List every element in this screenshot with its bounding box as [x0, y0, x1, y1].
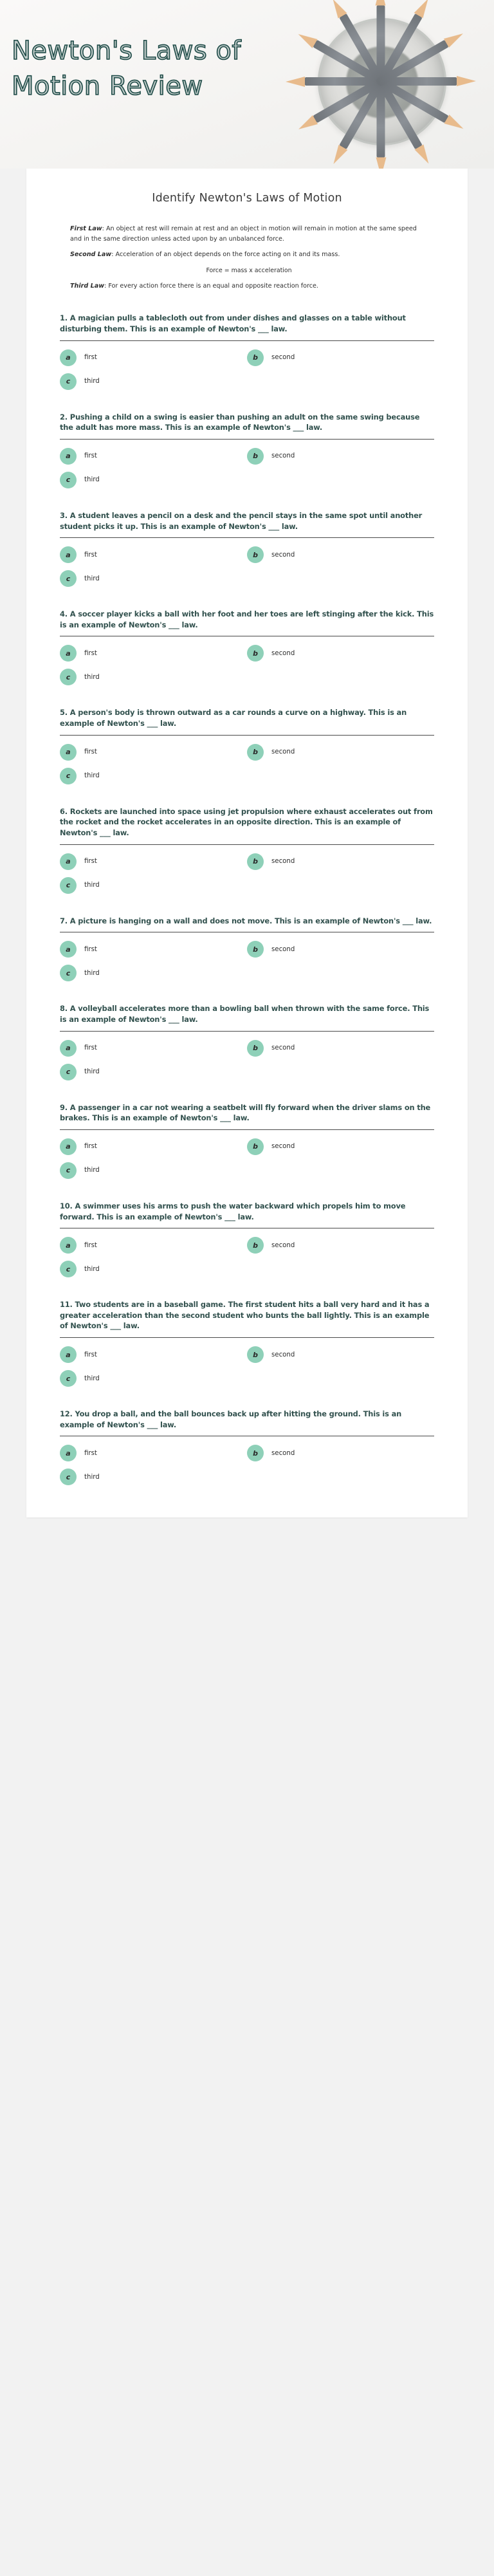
law-text-second: : Acceleration of an object depends on the force acting on it and its mass.	[111, 251, 340, 259]
option-badge-b[interactable]: b	[247, 1138, 264, 1155]
answer-option-c[interactable]	[60, 1064, 247, 1080]
option-label: second	[271, 1143, 295, 1151]
pencil-tip-icon	[306, 116, 317, 127]
option-badge-c[interactable]: c	[60, 472, 77, 488]
page-header	[0, 0, 494, 169]
pencil-tip-icon	[415, 6, 426, 17]
pencil-tip-icon	[306, 36, 317, 48]
answer-option-c[interactable]	[60, 877, 247, 894]
question-item	[60, 1409, 434, 1485]
option-badge-a[interactable]: a	[60, 1040, 77, 1057]
option-badge-a[interactable]: a	[60, 1237, 77, 1254]
answer-option-b[interactable]	[247, 1138, 434, 1155]
answer-options	[60, 744, 434, 784]
question-item	[60, 1003, 434, 1080]
pencil-tip-icon	[445, 116, 456, 127]
option-badge-b[interactable]: b	[247, 941, 264, 958]
pencil-tip-icon	[297, 77, 304, 86]
page-title-line-1: Newton's Laws of	[12, 36, 241, 66]
question-divider	[60, 1129, 434, 1130]
option-badge-b[interactable]: b	[247, 1445, 264, 1461]
law-entry-first	[70, 224, 425, 244]
answer-option-c[interactable]	[60, 1162, 247, 1179]
law-name-third: Third Law	[70, 282, 105, 290]
option-badge-a[interactable]: a	[60, 448, 77, 465]
answer-option-b[interactable]	[247, 853, 434, 870]
option-badge-b[interactable]: b	[247, 1237, 264, 1254]
question-divider	[60, 844, 434, 845]
worksheet-title: Identify Newton's Laws of Motion	[152, 192, 342, 205]
option-label: first	[84, 354, 97, 362]
option-badge-b[interactable]: b	[247, 853, 264, 870]
option-label: third	[84, 1473, 100, 1481]
option-label: third	[84, 575, 100, 582]
law-name-second: Second Law	[70, 251, 112, 259]
option-badge-a[interactable]: a	[60, 941, 77, 958]
page-title-line-2: Motion Review	[12, 71, 203, 102]
answer-options	[60, 1138, 434, 1179]
force-formula: Force = mass x acceleration	[206, 266, 292, 274]
answer-option-a[interactable]	[60, 1040, 247, 1057]
answer-option-c[interactable]	[60, 669, 247, 685]
question-item	[60, 916, 434, 982]
option-label: first	[84, 1143, 97, 1151]
option-badge-a[interactable]: a	[60, 1445, 77, 1461]
answer-options	[60, 349, 434, 390]
option-label: third	[84, 378, 100, 385]
answer-option-a[interactable]	[60, 1237, 247, 1254]
answer-option-c[interactable]	[60, 373, 247, 390]
option-badge-b[interactable]: b	[247, 744, 264, 761]
answer-option-b[interactable]	[247, 1445, 434, 1461]
option-label: first	[84, 1351, 97, 1358]
option-badge-b[interactable]: b	[247, 349, 264, 366]
pencil-tip-icon	[416, 145, 427, 156]
question-item	[60, 707, 434, 784]
answer-option-a[interactable]	[60, 448, 247, 465]
question-item	[60, 313, 434, 389]
question-text: 2. Pushing a child on a swing is easier than pushing an adult on the same swing because the adult has more mass. This is an example of Newton's ___ law.	[60, 412, 420, 432]
answer-option-b[interactable]	[247, 546, 434, 563]
question-item	[60, 1201, 434, 1277]
answer-option-b[interactable]	[247, 645, 434, 662]
option-label: second	[271, 748, 295, 756]
answer-option-a[interactable]	[60, 853, 247, 870]
question-list	[60, 313, 434, 1485]
option-badge-c[interactable]: c	[60, 669, 77, 685]
option-badge-b[interactable]: b	[247, 546, 264, 563]
option-label: first	[84, 551, 97, 559]
option-badge-a[interactable]: a	[60, 349, 77, 366]
option-badge-c[interactable]: c	[60, 373, 77, 390]
option-badge-c[interactable]: c	[60, 570, 77, 587]
question-item	[60, 609, 434, 685]
option-label: third	[84, 969, 100, 977]
option-label: first	[84, 1449, 97, 1457]
option-badge-c[interactable]: c	[60, 1064, 77, 1080]
law-name-first: First Law	[70, 225, 102, 232]
option-label: second	[271, 649, 295, 657]
answer-option-c[interactable]	[60, 472, 247, 488]
option-badge-a[interactable]: a	[60, 1138, 77, 1155]
question-item	[60, 412, 434, 488]
answer-option-a[interactable]	[60, 1445, 247, 1461]
option-label: second	[271, 551, 295, 559]
answer-options	[60, 941, 434, 981]
option-badge-a[interactable]: a	[60, 645, 77, 662]
option-badge-c[interactable]: c	[60, 768, 77, 784]
question-item	[60, 1102, 434, 1179]
option-label: second	[271, 1351, 295, 1358]
option-badge-c[interactable]: c	[60, 1261, 77, 1277]
answer-option-a[interactable]	[60, 941, 247, 958]
answer-options	[60, 1237, 434, 1277]
pencil-tip-icon	[444, 35, 455, 47]
question-item	[60, 510, 434, 587]
law-text-third: : For every action force there is an equal and opposite reaction force.	[104, 282, 318, 290]
option-label: third	[84, 1375, 100, 1382]
question-text: 1. A magician pulls a tablecloth out from under dishes and glasses on a table without disturbing them. This is an example of Newton's ___ law.	[60, 313, 406, 333]
option-badge-b[interactable]: b	[247, 1040, 264, 1057]
answer-options	[60, 1040, 434, 1080]
question-text: 6. Rockets are launched into space using jet propulsion where exhaust accelerates out from the rocket and the rocket accelerates in an opposite direction. This is an example of Newton's ___ law.	[60, 806, 433, 838]
pencil-tip-icon	[457, 77, 464, 86]
pencil-tip-icon	[335, 145, 347, 156]
question-text: 5. A person's body is thrown outward as a car rounds a curve on a highway. This is an example of Newton's ___ law.	[60, 708, 407, 728]
answer-option-b[interactable]	[247, 1040, 434, 1057]
answer-option-b[interactable]	[247, 1237, 434, 1254]
answer-options	[60, 448, 434, 488]
option-label: first	[84, 945, 97, 953]
option-badge-b[interactable]: b	[247, 645, 264, 662]
option-badge-c[interactable]: c	[60, 1370, 77, 1387]
worksheet-card-wrapper	[0, 169, 494, 1541]
answer-option-c[interactable]	[60, 570, 247, 587]
answer-option-b[interactable]	[247, 1346, 434, 1363]
question-text: 7. A picture is hanging on a wall and does not move. This is an example of Newton's ___ law.	[60, 916, 432, 925]
answer-option-a[interactable]	[60, 1346, 247, 1363]
colored-pencils-image	[284, 1, 494, 162]
question-text: 11. Two students are in a baseball game. The first student hits a ball very hard and it has a greater acceleration than the second student who bunts the ball lightly. This is an example of Newton's ___ law.	[60, 1300, 430, 1331]
answer-option-a[interactable]	[60, 645, 247, 662]
option-label: second	[271, 1449, 295, 1457]
option-label: second	[271, 452, 295, 460]
option-badge-a[interactable]: a	[60, 1346, 77, 1363]
option-label: first	[84, 748, 97, 756]
option-label: second	[271, 858, 295, 866]
question-divider	[60, 439, 434, 440]
answer-option-a[interactable]	[60, 349, 247, 366]
answer-option-a[interactable]	[60, 546, 247, 563]
answer-option-c[interactable]	[60, 1370, 247, 1387]
option-label: third	[84, 1265, 100, 1273]
option-badge-a[interactable]: a	[60, 853, 77, 870]
law-entry-second	[70, 250, 425, 260]
option-label: first	[84, 452, 97, 460]
question-text: 9. A passenger in a car not wearing a seatbelt will fly forward when the driver slams on the brakes. This is an example of Newton's ___ law.	[60, 1102, 431, 1123]
question-divider	[60, 1031, 434, 1032]
law-text-first: : An object at rest will remain at rest and an object in motion will remain in motion at the same speed and in the same direction unless acted upon by an unbalanced force.	[70, 225, 417, 243]
answer-option-a[interactable]	[60, 1138, 247, 1155]
answer-options	[60, 1445, 434, 1485]
answer-option-c[interactable]	[60, 768, 247, 784]
option-label: third	[84, 772, 100, 780]
option-label: second	[271, 1044, 295, 1052]
option-label: first	[84, 858, 97, 866]
option-badge-c[interactable]: c	[60, 1162, 77, 1179]
question-text: 12. You drop a ball, and the ball bounces back up after hitting the ground. This is an example of Newton's ___ law.	[60, 1409, 402, 1429]
question-text: 10. A swimmer uses his arms to push the water backward which propels him to move forward. This is an example of Newton's ___ law.	[60, 1201, 406, 1221]
answer-options	[60, 853, 434, 894]
question-divider	[60, 537, 434, 538]
laws-reference-block	[60, 224, 434, 291]
question-item	[60, 1299, 434, 1387]
option-badge-c[interactable]: c	[60, 877, 77, 894]
answer-option-b[interactable]	[247, 349, 434, 366]
answer-option-b[interactable]	[247, 744, 434, 761]
pencil-tip-icon	[335, 7, 347, 18]
option-badge-c[interactable]: c	[60, 1469, 77, 1485]
answer-option-c[interactable]	[60, 965, 247, 981]
question-divider	[60, 1337, 434, 1338]
law-entry-third	[70, 281, 425, 292]
option-label: third	[84, 1068, 100, 1076]
question-divider	[60, 340, 434, 341]
option-label: third	[84, 882, 100, 889]
answer-option-b[interactable]	[247, 448, 434, 465]
option-badge-b[interactable]: b	[247, 1346, 264, 1363]
question-text: 8. A volleyball accelerates more than a bowling ball when thrown with the same force. This is an example of Newton's ___ law.	[60, 1004, 430, 1024]
answer-option-c[interactable]	[60, 1261, 247, 1277]
option-label: second	[271, 945, 295, 953]
option-badge-b[interactable]: b	[247, 448, 264, 465]
answer-options	[60, 546, 434, 587]
option-label: first	[84, 649, 97, 657]
option-label: second	[271, 1241, 295, 1249]
answer-options	[60, 1346, 434, 1387]
option-badge-c[interactable]: c	[60, 965, 77, 981]
option-label: first	[84, 1044, 97, 1052]
question-divider	[60, 735, 434, 736]
question-text: 4. A soccer player kicks a ball with her foot and her toes are left stinging after the kick. This is an example of Newton's ___ law.	[60, 609, 434, 629]
option-label: first	[84, 1241, 97, 1249]
answer-option-c[interactable]	[60, 1469, 247, 1485]
question-text: 3. A student leaves a pencil on a desk and the pencil stays in the same spot until another student picks it up. This is an example of Newton's ___ law.	[60, 510, 423, 531]
option-badge-a[interactable]: a	[60, 546, 77, 563]
pencil-tip-icon	[376, 0, 385, 5]
option-label: third	[84, 673, 100, 681]
worksheet-card	[26, 169, 468, 1517]
option-label: third	[84, 476, 100, 484]
option-label: second	[271, 354, 295, 362]
pencil-tip-icon	[377, 158, 386, 165]
question-item	[60, 806, 434, 894]
answer-option-b[interactable]	[247, 941, 434, 958]
answer-option-a[interactable]	[60, 744, 247, 761]
option-label: third	[84, 1167, 100, 1174]
answer-options	[60, 645, 434, 685]
option-badge-a[interactable]: a	[60, 744, 77, 761]
